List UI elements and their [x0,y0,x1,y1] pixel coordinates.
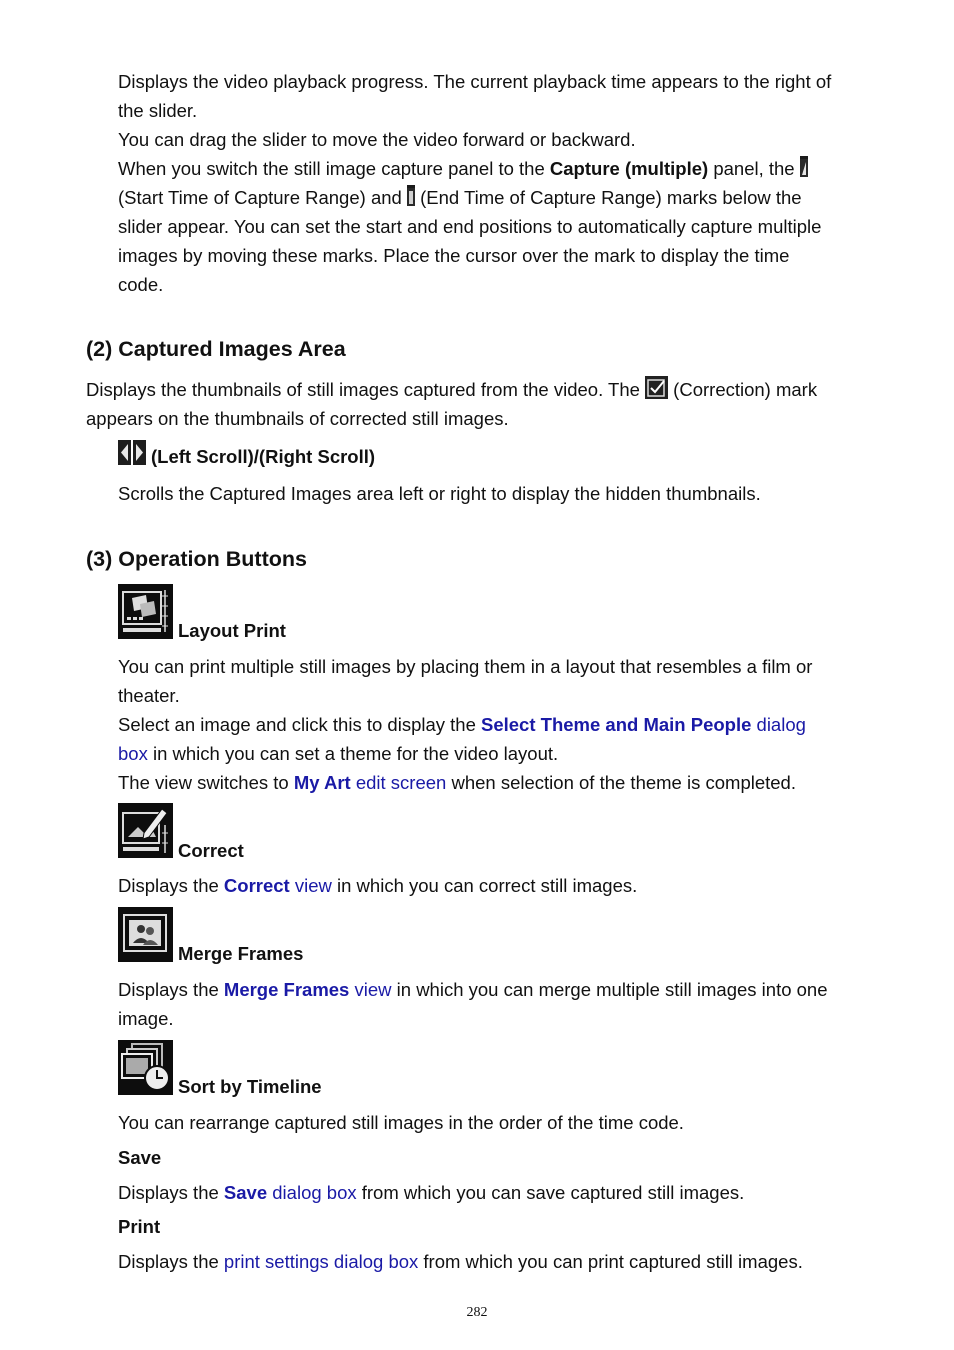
text: from which you can print captured still images. [418,1251,803,1272]
merge-frames-label: Merge Frames [178,943,304,964]
text: The view switches to [118,772,294,793]
sort-by-timeline-icon [118,1040,173,1095]
sort-by-timeline-label: Sort by Timeline [178,1076,322,1097]
save-desc [118,1178,744,1207]
text: Displays the [118,1182,224,1203]
layout-print-label: Layout Print [178,620,286,641]
link-text: edit screen [350,772,447,793]
text: (Start Time of Capture Range) and [118,187,407,208]
link-text: view [349,979,392,1000]
operation-buttons-heading: (3) Operation Buttons [86,547,307,571]
scroll-label: (Left Scroll)/(Right Scroll) [151,446,376,467]
text: in which you can merge multiple still images into one [391,979,828,1000]
slider-desc-line1: Displays the video playback progress. The current playback time appears to the right of [118,71,832,92]
slider-desc-line8: code. [118,274,164,295]
layout-print-desc-line3 [118,710,806,739]
link-text: dialog box [267,1182,357,1203]
link-bold: Merge Frames [223,979,350,1000]
text: (Correction) mark [668,379,818,400]
text: (End Time of Capture Range) marks below the [414,187,802,208]
print-settings-dialog-link[interactable]: print settings dialog box [223,1251,419,1272]
right-scroll-icon [133,440,146,465]
text: Displays the thumbnails of still images captured from the video. The [86,379,646,400]
layout-print-desc-line2: theater. [118,685,180,706]
slider-desc-line3: You can drag the slider to move the video forward or backward. [118,129,636,150]
sort-by-timeline-desc: You can rearrange captured still images in the order of the time code. [118,1112,684,1133]
layout-print-desc-line1: You can print multiple still images by placing them in a layout that resembles a film or [118,656,813,677]
text: from which you can save captured still images. [356,1182,745,1203]
slider-desc-line6: slider appear. You can set the start and end positions to automatically capture multiple [118,216,822,237]
correct-icon [118,803,173,858]
captured-desc-line2: appears on the thumbnails of corrected still images. [86,408,509,429]
link-bold: My Art [293,772,351,793]
save-dialog-link[interactable] [224,1182,357,1203]
link-bold: Save [223,1182,268,1203]
left-scroll-icon [118,440,131,465]
save-label: Save [118,1147,162,1168]
slider-desc-line2: the slider. [118,100,198,121]
text: Select an image and click this to display the [118,714,481,735]
correct-view-link[interactable] [224,875,332,896]
text: when selection of the theme is completed. [446,772,796,793]
merge-frames-icon [118,907,173,962]
select-theme-dialog-link-cont[interactable]: box [118,743,148,764]
slider-desc-line7: images by moving these marks. Place the cursor over the mark to display the time [118,245,790,266]
text: in which you can correct still images. [331,875,638,896]
select-theme-dialog-link[interactable] [481,714,806,735]
layout-print-desc-line5 [118,768,796,797]
correct-desc [118,871,637,900]
correct-label: Correct [178,840,244,861]
merge-frames-desc-line2: image. [118,1008,174,1029]
text: in which you can set a theme for the video layout. [147,743,559,764]
page-number: 282 [466,1305,488,1320]
layout-print-desc-line4 [118,739,558,768]
start-time-mark-icon [800,156,808,174]
scroll-desc: Scrolls the Captured Images area left or right to display the hidden thumbnails. [118,483,761,504]
correction-mark-icon [645,376,668,399]
text: panel, the [708,158,800,179]
merge-frames-desc-line1 [118,975,828,1004]
link-bold: Correct [223,875,290,896]
layout-print-icon [118,584,173,639]
text: Displays the [118,1251,224,1272]
slider-desc-line4 [118,154,808,183]
print-desc [118,1247,803,1276]
print-label: Print [118,1216,161,1237]
link-text: view [289,875,332,896]
captured-desc-line1 [86,375,817,404]
captured-images-heading: (2) Captured Images Area [86,337,346,361]
slider-desc-line5 [118,183,802,212]
my-art-edit-screen-link[interactable] [294,772,447,793]
merge-frames-view-link[interactable] [224,979,392,1000]
end-time-mark-icon [407,185,415,203]
link-text: dialog [751,714,806,735]
capture-multiple-term: Capture (multiple) [549,158,709,179]
text: Displays the [118,979,224,1000]
text: When you switch the still image capture panel to the [118,158,550,179]
link-bold: Select Theme and Main People [481,714,752,735]
text: Displays the [118,875,224,896]
